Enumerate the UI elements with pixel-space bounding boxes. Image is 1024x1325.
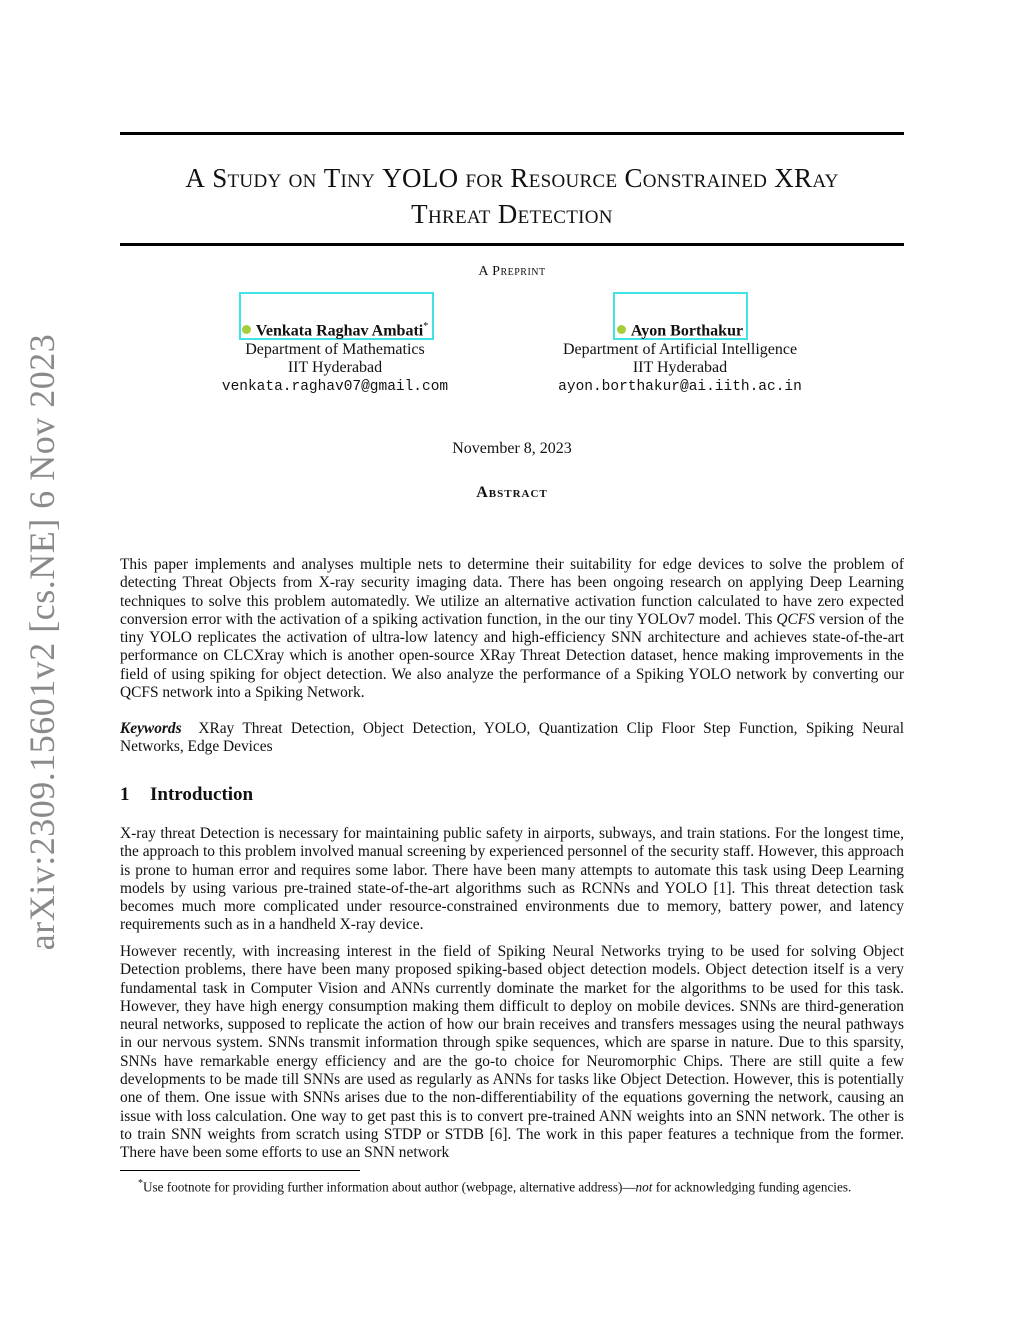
title-top-rule [120, 132, 904, 135]
title-word: Tiny [323, 163, 376, 193]
paper-title [120, 160, 904, 232]
orcid-icon[interactable] [617, 325, 626, 334]
keywords-label: Keywords [120, 720, 182, 737]
footnote: *Use footnote for providing further information about author (webpage, alternative address)—not for acknowledging funding agencies. [138, 1178, 852, 1195]
author-institute: IIT Hyderabad [632, 359, 728, 377]
title-word: Threat [411, 199, 491, 229]
author-department: Department of Artificial Intelligence [562, 340, 798, 358]
arxiv-identifier: arXiv:2309.15601v2 [cs.NE] 6 Nov 2023 [22, 333, 62, 951]
title-word: YOLO [382, 163, 459, 193]
section-title: Introduction [150, 784, 254, 805]
title-word: on [288, 163, 317, 193]
keywords [120, 720, 904, 757]
title-word: Study [212, 163, 282, 193]
title-bottom-rule [120, 243, 904, 246]
title-word: Resource [510, 163, 618, 193]
title-word: for [465, 163, 504, 193]
author-block-1 [185, 318, 485, 396]
author-name[interactable]: Venkata Raghav Ambati [255, 322, 424, 340]
abstract-heading: Abstract [476, 484, 548, 501]
author-name[interactable]: Ayon Borthakur [630, 322, 744, 340]
author-department: Department of Mathematics [245, 340, 425, 358]
footnote-rule [120, 1170, 360, 1171]
title-word: XRay [774, 163, 839, 193]
section-number: 1 [120, 784, 130, 805]
section-heading-introduction [120, 784, 253, 806]
author-email[interactable]: ayon.borthakur@ai.iith.ac.in [558, 378, 802, 395]
intro-paragraph-2: However recently, with increasing interest in the field of Spiking Neural Networks trying to be used for solving Object Detection problems, there have been many proposed spiking-based object detection models. Object detection itself is a very fundamental task in Computer Vision and ANNs currently dominate the market for the algorithms to be used for this task. However, they have high energy consumption making them difficult to deploy on mobile devices. SNNs are third-generation neural networks, supposed to replicate the action of how our brain receives and transfers messages using the neural pathways in our nervous system. SNNs transmit information through spike sequences, which are sparse in nature. Due to this sparsity, SNNs have remarkable energy efficiency and are the go-to choice for Neuromorphic Chips. There are still quite a few developments to be made till SNNs are used as regularly as ANNs for tasks like Object Detection. However, this is potentially one of them. One issue with SNNs arises due to the non-differentiability of the equations governing the network, causing an issue with loss calculation. One way to get past this is to convert pre-trained ANN weights into an SNN network. The other is to train SNN weights from scratch using STDP or STDB [6]. The work in this paper features a technique from the former. There have been some efforts to use an SNN network [120, 943, 904, 1162]
orcid-icon[interactable] [242, 325, 251, 334]
intro-paragraph-1: X-ray threat Detection is necessary for maintaining public safety in airports, subways, and train stations. For the longest time, the approach to this problem involved manual screening by experienced personnel of the security staff. However, this approach is prone to human error and requires some labor. There have been many attempts to automate this task using Deep Learning models by using various pre-trained state-of-the-art algorithms such as RCNNs and YOLO [1]. This threat detection task becomes much more complicated under resource-constrained environments due to memory, battery power, and latency requirements such as in a handheld X-ray device. [120, 825, 904, 934]
title-word: Constrained [624, 163, 768, 193]
abstract-text: This paper implements and analyses multiple nets to determine their suitability for edge devices to solve the problem of detecting Threat Objects from X-ray security imaging data. There has been ongoing research on applying Deep Learning techniques to solve this problem automatedly. We utilize an alternative activation function calculated to have zero expected conversion error with the activation of a spiking activation function, in the our tiny YOLOv7 model. This QCFS version of the tiny YOLO replicates the activation of ultra-low latency and high-efficiency SNN architecture and achieves state-of-the-art performance on CLCXray which is another open-source XRay Threat Detection dataset, hence making improvements in the field of using spiking for object detection. We also analyze the performance of a Spiking YOLO network by converting our QCFS network into a Spiking Network. [120, 556, 904, 702]
title-word: Detection [497, 199, 613, 229]
title-line-1 [120, 160, 904, 196]
author-block-2 [530, 318, 830, 396]
title-line-2 [120, 196, 904, 232]
author-institute: IIT Hyderabad [287, 359, 383, 377]
title-word: A [185, 163, 206, 193]
author-footnote-mark[interactable]: * [423, 321, 429, 332]
author-email[interactable]: venkata.raghav07@gmail.com [221, 378, 449, 395]
keywords-text: XRay Threat Detection, Object Detection, YOLO, Quantization Clip Floor Step Function, Spiking Neural Networks, Edge Devices [120, 720, 904, 756]
preprint-label: A Preprint [478, 264, 546, 279]
paper-date: November 8, 2023 [452, 440, 572, 457]
